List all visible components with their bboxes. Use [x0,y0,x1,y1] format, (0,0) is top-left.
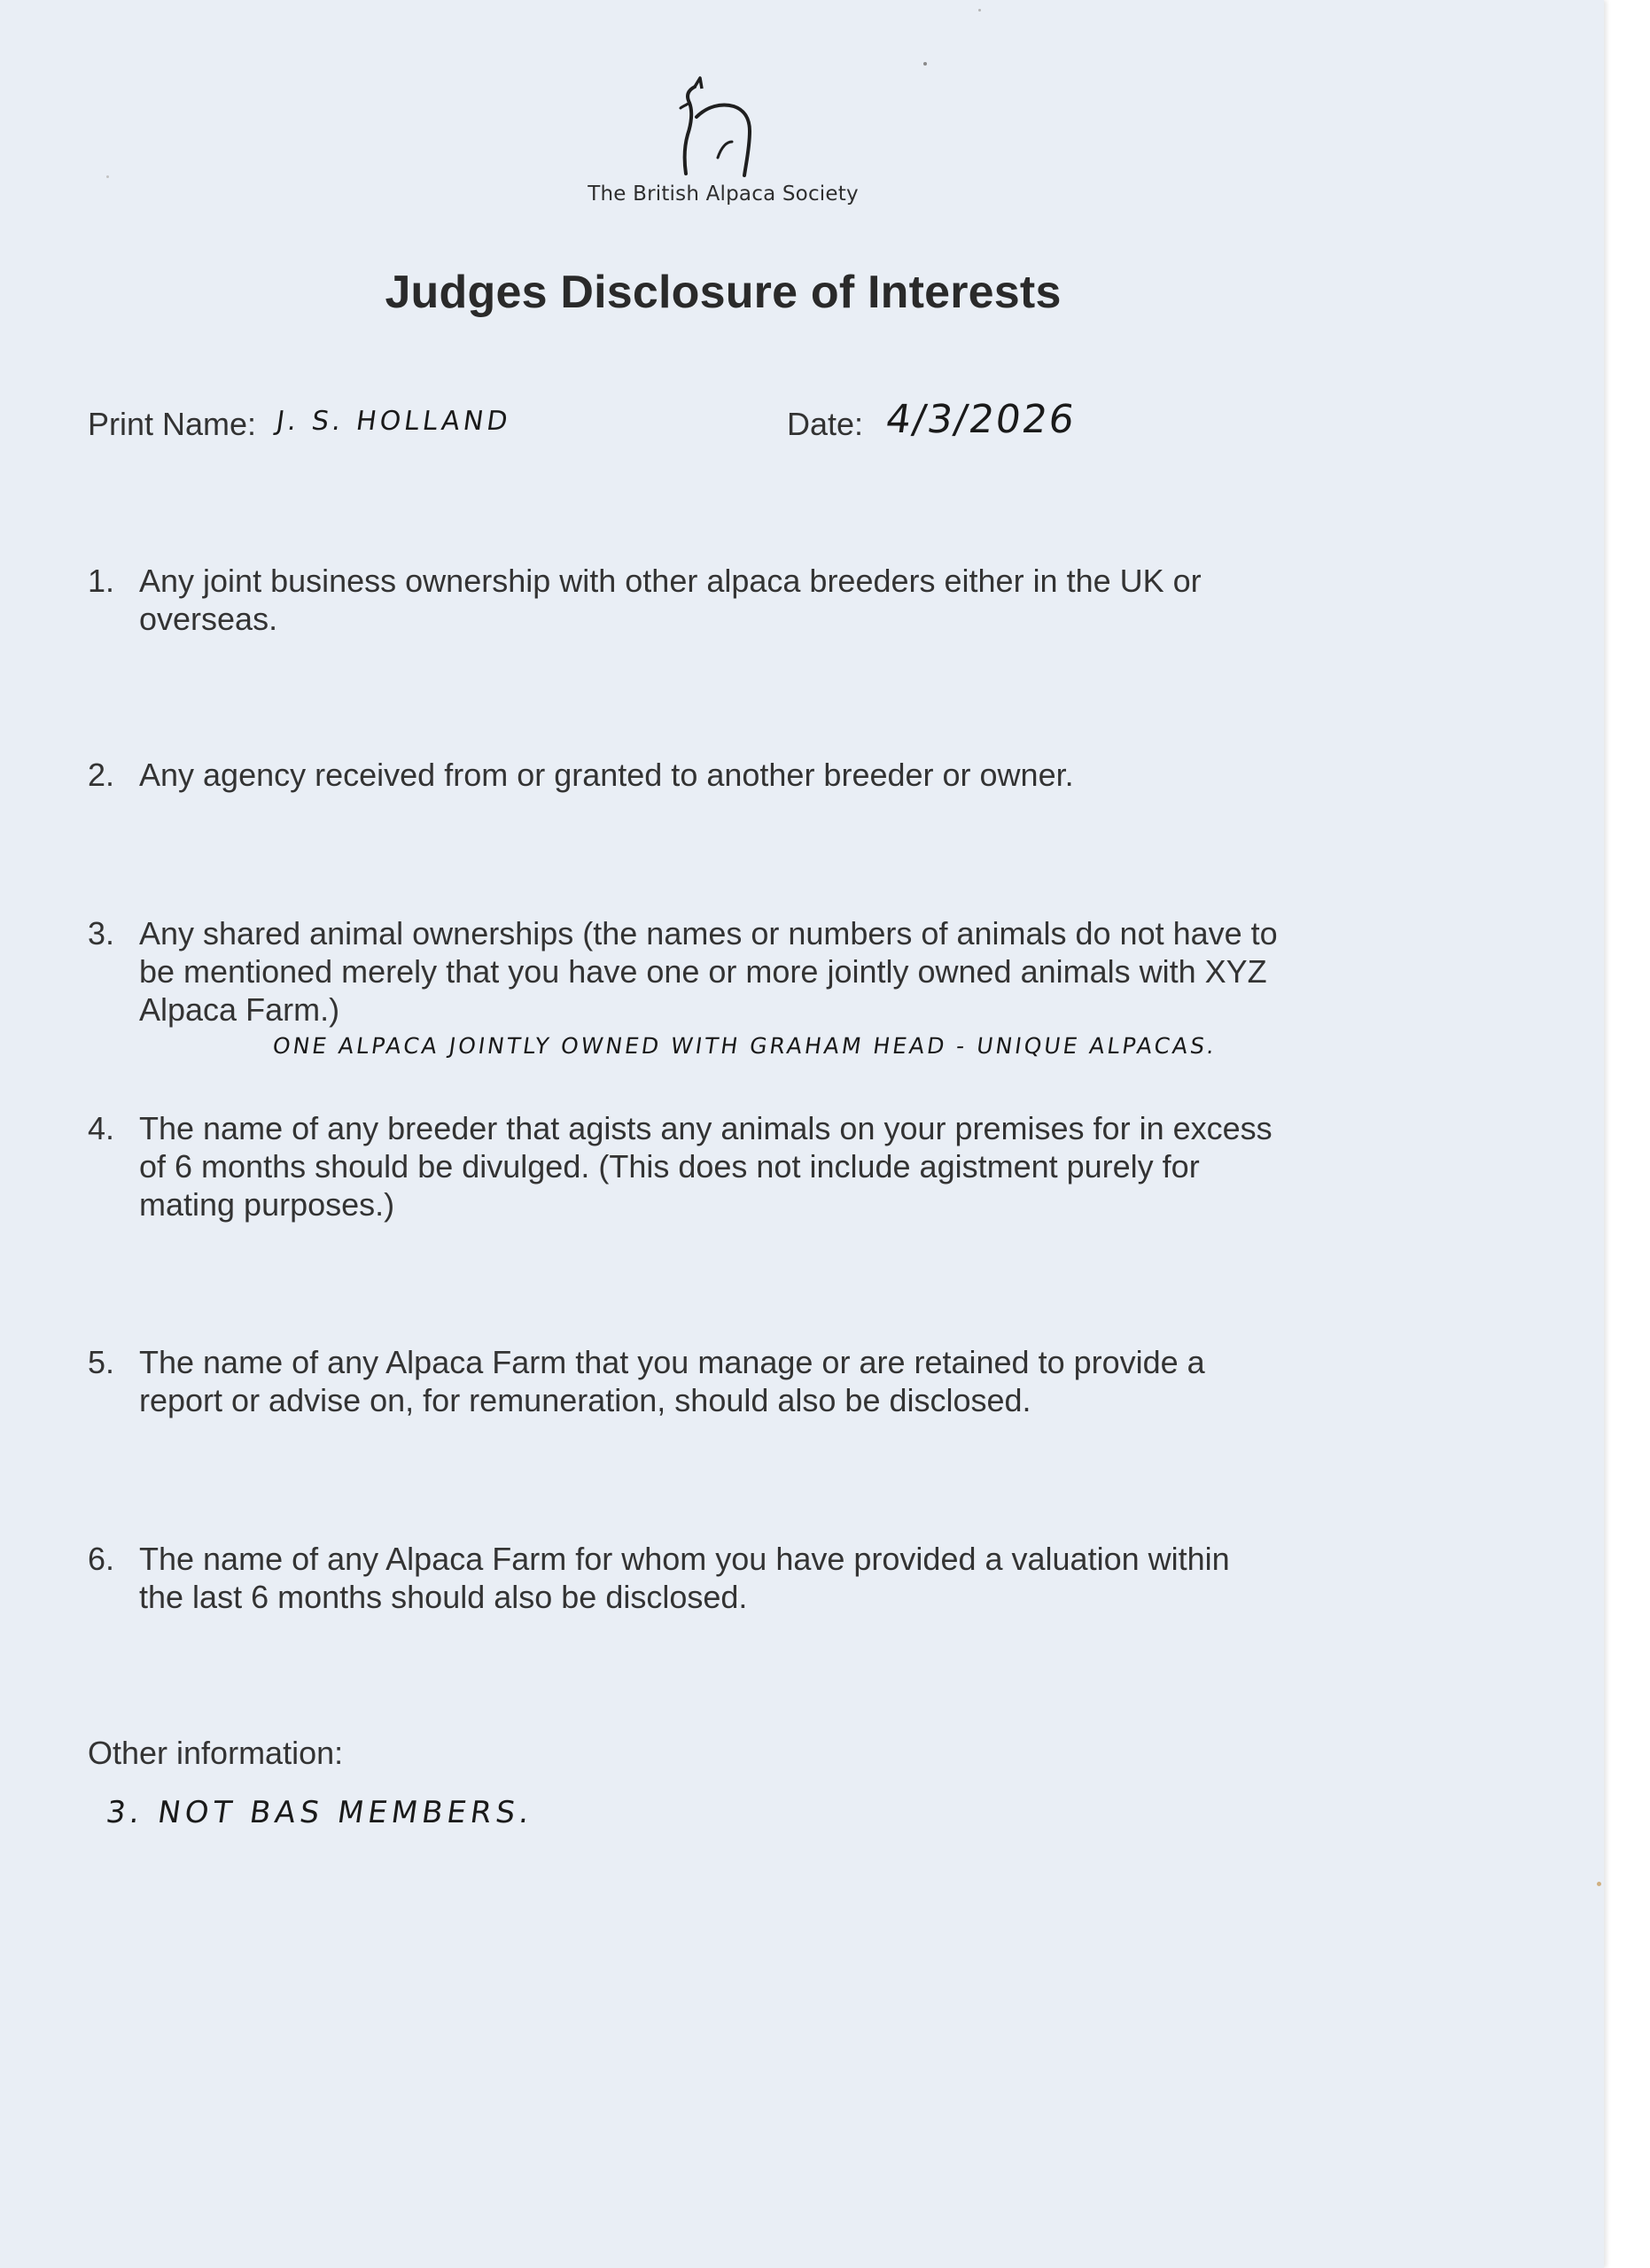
question-text-line: mating purposes.) [139,1186,395,1223]
page-title: Judges Disclosure of Interests [385,267,1062,318]
question-6 [88,1540,1230,1616]
question-text-line: Any agency received from or granted to another breeder or owner. [139,757,1074,793]
scan-speck [1597,1882,1601,1886]
question-text-line: overseas. [139,601,278,637]
date-label: Date: [787,406,864,442]
question-text-line: be mentioned merely that you have one or more jointly owned animals with XYZ [139,953,1267,990]
question-number: 2. [88,757,115,793]
question-2 [88,756,1074,794]
question-text-line: Any shared animal ownerships (the names or numbers of animals do not have to [139,915,1278,951]
other-info-value: 3. NOT BAS MEMBERS. [104,1795,536,1830]
question-number: 4. [88,1110,115,1146]
scan-speck [978,9,981,12]
question-4 [88,1109,1273,1223]
question-5 [88,1343,1205,1419]
question-text-line: Alpaca Farm.) [139,991,340,1028]
question-number: 6. [88,1541,115,1577]
question-1 [88,562,1202,638]
print-name-value: J. S. HOLLAND [274,406,513,437]
question-text-line: of 6 months should be divulged. (This does not include agistment purely for [139,1148,1200,1184]
question-number: 1. [88,563,115,599]
question-text-line: the last 6 months should also be disclosed. [139,1579,748,1615]
question-text-line: The name of any breeder that agists any animals on your premises for in excess [139,1110,1273,1146]
date-value: 4/3/2026 [883,397,1079,442]
question-number: 5. [88,1344,115,1380]
other-info-label: Other information: [88,1735,344,1771]
question-text-line: The name of any Alpaca Farm for whom you have provided a valuation within [139,1541,1230,1577]
scan-speck [923,62,927,66]
print-name-label: Print Name: [88,406,257,442]
question-text-line: report or advise on, for remuneration, should also be disclosed. [139,1382,1031,1418]
question-3-answer: ONE ALPACA JOINTLY OWNED WITH GRAHAM HEAD - UNIQUE ALPACAS. [270,1033,1219,1059]
scan-speck [106,175,109,178]
question-text-line: Any joint business ownership with other alpaca breeders either in the UK or [139,563,1202,599]
question-3 [88,914,1278,1029]
question-text-line: The name of any Alpaca Farm that you manage or are retained to provide a [139,1344,1205,1380]
alpaca-logo [675,76,764,183]
society-name: The British Alpaca Society [588,183,859,206]
question-number: 3. [88,915,115,951]
